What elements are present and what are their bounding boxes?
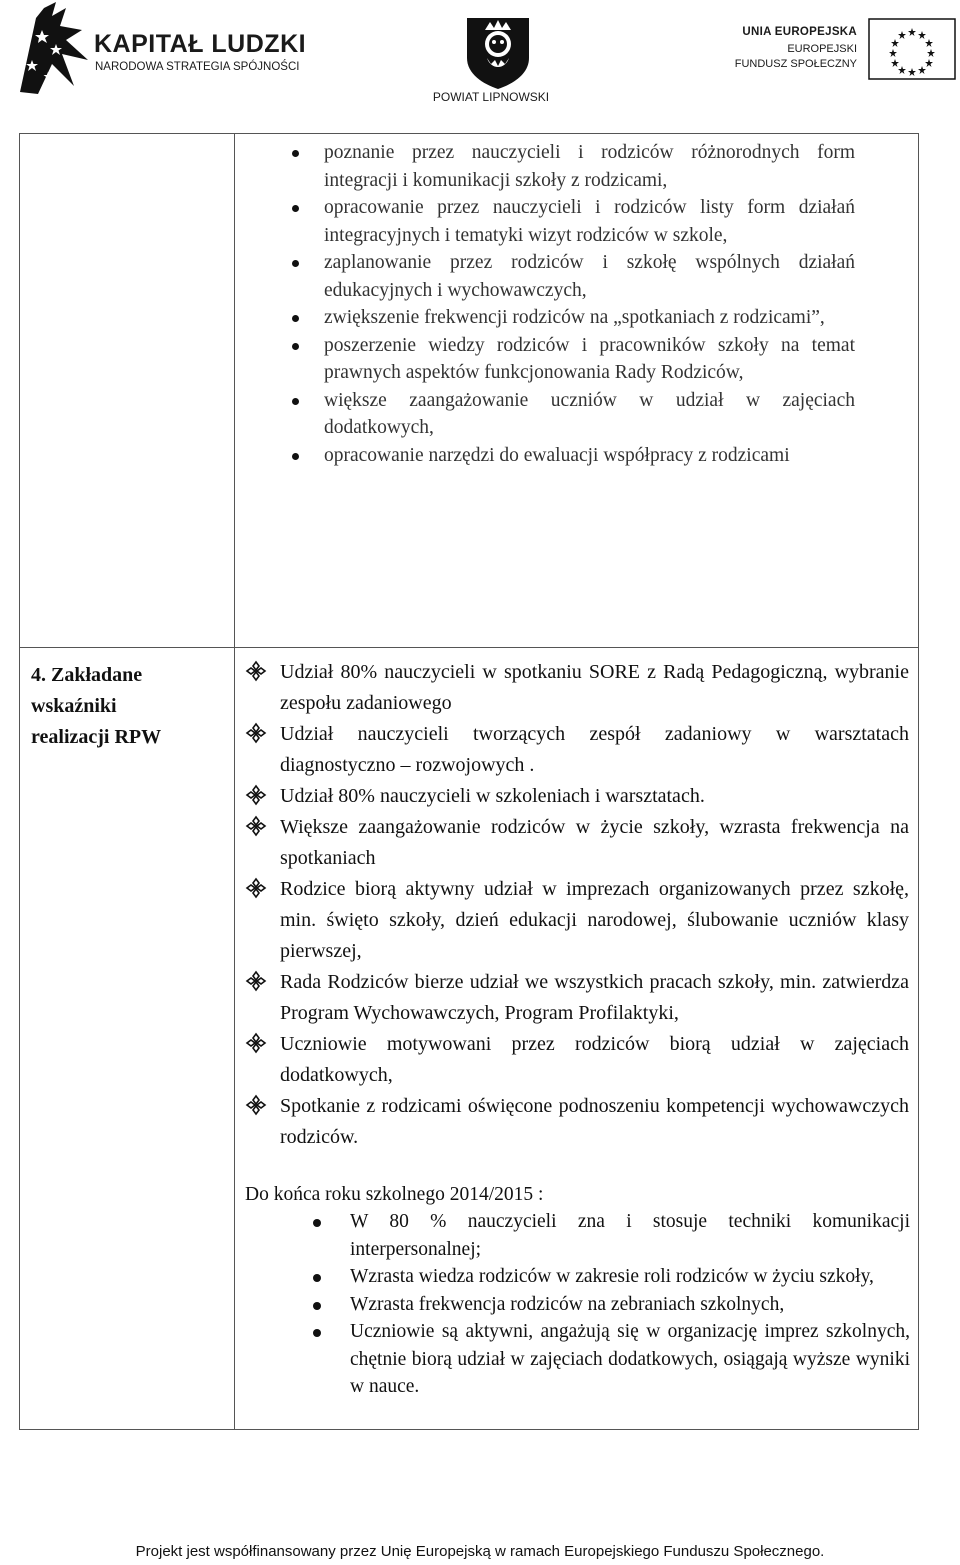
section4-label-line: wskaźniki [31, 695, 117, 717]
upper-objectives-list [290, 139, 855, 469]
eu-flag-icon [868, 18, 956, 80]
diamond-bullet-icon [245, 1032, 267, 1054]
list-item: Udział 80% nauczycieli w szkoleniach i warsztatach. [245, 781, 909, 812]
ue-line2: EUROPEJSKI [787, 43, 857, 55]
kapital-ludzki-subtitle: NARODOWA STRATEGIA SPÓJNOŚCI [95, 61, 300, 73]
ue-line3: FUNDUSZ SPOŁECZNY [734, 58, 857, 70]
bullet-icon [292, 453, 299, 460]
section4-label [31, 660, 221, 753]
diamond-bullet-icon [245, 660, 267, 682]
powiat-label: POWIAT LIPNOWSKI [432, 90, 550, 104]
bullet-icon [313, 1274, 321, 1282]
diamond-bullet-icon [245, 722, 267, 744]
list-item: zaplanowanie przez rodziców i szkołę wspólnych działań edukacyjnych i wychowawczych, [290, 249, 855, 304]
list-item: Udział nauczycieli tworzących zespół zadaniowy w warsztatach diagnostyczno – rozwojowych . [245, 719, 909, 781]
diamond-bullet-icon [245, 1094, 267, 1116]
kapital-ludzki-emblem-icon [8, 0, 98, 100]
bullet-icon [292, 315, 299, 322]
summary-list [310, 1208, 910, 1401]
diamond-bullet-icon [245, 815, 267, 837]
bullet-icon [292, 150, 299, 157]
section4-label-line: realizacji RPW [31, 726, 162, 748]
list-item: Rada Rodziców bierze udział we wszystkich pracach szkoły, min. zatwierdza Program Wychowawczych, Program Profilaktyki, [245, 967, 909, 1029]
list-item: opracowanie narzędzi do ewaluacji współpracy z rodzicami [290, 442, 855, 470]
list-item: W 80 % nauczycieli zna i stosuje techniki komunikacji interpersonalnej; [310, 1208, 910, 1263]
bullet-icon [313, 1302, 321, 1310]
list-item: poszerzenie wiedzy rodziców i pracowników szkoły na temat prawnych aspektów funkcjonowania Rady Rodziców, [290, 332, 855, 387]
footer-note: Projekt jest współfinansowany przez Unię Europejską w ramach Europejskiego Funduszu Społecznego. [135, 1543, 825, 1560]
bullet-icon [313, 1329, 321, 1337]
upper-left-cell [19, 133, 235, 648]
list-item: zwiększenie frekwencji rodziców na „spotkaniach z rodzicami”, [290, 304, 855, 332]
diamond-bullet-icon [245, 970, 267, 992]
list-item: Wzrasta frekwencja rodziców na zebraniach szkolnych, [310, 1291, 910, 1319]
section4-label-line: 4. Zakładane [31, 664, 143, 686]
indicators-list [245, 657, 909, 1153]
list-item: Wzrasta wiedza rodziców w zakresie roli rodziców w życiu szkoły, [310, 1263, 910, 1291]
list-item: Spotkanie z rodzicami oświęcone podnoszeniu kompetencji wychowawczych rodziców. [245, 1091, 909, 1153]
bullet-icon [292, 205, 299, 212]
list-item: poznanie przez nauczycieli i rodziców różnorodnych form integracji i komunikacji szkoły z rodzicami, [290, 139, 855, 194]
diamond-bullet-icon [245, 877, 267, 899]
bullet-icon [292, 398, 299, 405]
crest-icon [463, 14, 533, 90]
kapital-ludzki-title: KAPITAŁ LUDZKI [94, 30, 307, 58]
section4-label-cell [19, 647, 235, 1430]
list-item: Rodzice biorą aktywny udział w imprezach organizowanych przez szkołę, min. święto szkoły, dzień edukacji narodowej, ślubowanie uczniów klasy pierwszej, [245, 874, 909, 967]
list-item: opracowanie przez nauczycieli i rodziców listy form działań integracyjnych i tematyki wizyt rodziców w szkole, [290, 194, 855, 249]
ue-line1: UNIA EUROPEJSKA [742, 26, 857, 38]
list-item: Uczniowie są aktywni, angażują się w organizację imprez szkolnych, chętnie biorą udział w zajęciach dodatkowych, osiągają wyższe wyniki w nauce. [310, 1318, 910, 1401]
list-item: Udział 80% nauczycieli w spotkaniu SORE z Radą Pedagogiczną, wybranie zespołu zadaniowego [245, 657, 909, 719]
bullet-icon [313, 1219, 321, 1227]
list-item: Uczniowie motywowani przez rodziców biorą udział w zajęciach dodatkowych, [245, 1029, 909, 1091]
bullet-icon [292, 343, 299, 350]
list-item: większe zaangażowanie uczniów w udział w zajęciach dodatkowych, [290, 387, 855, 442]
list-item: Większe zaangażowanie rodziców w życie szkoły, wzrasta frekwencja na spotkaniach [245, 812, 909, 874]
diamond-bullet-icon [245, 784, 267, 806]
summary-intro: Do końca roku szkolnego 2014/2015 : [245, 1184, 544, 1205]
bullet-icon [292, 260, 299, 267]
